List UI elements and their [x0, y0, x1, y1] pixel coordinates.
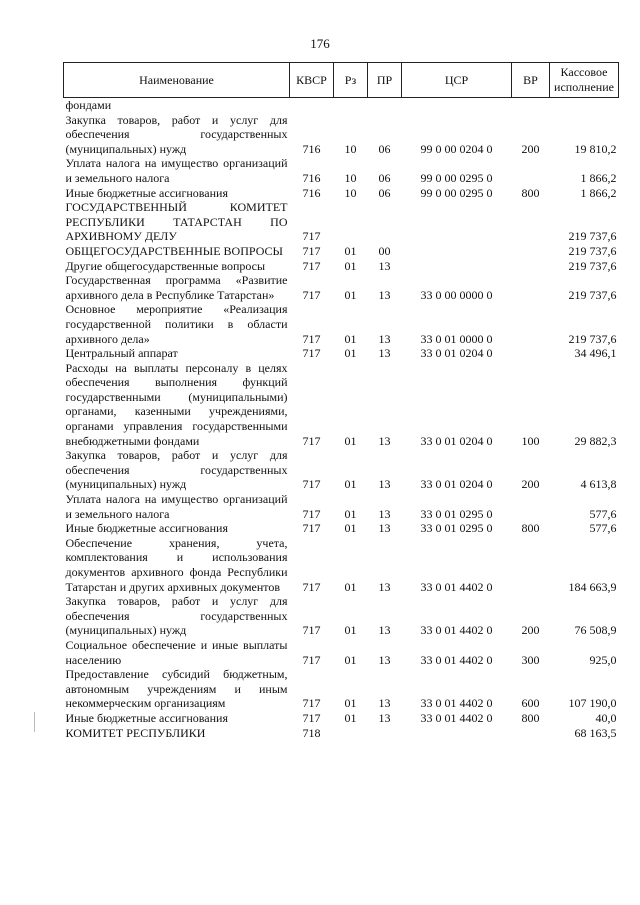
- row-name: ОБЩЕГОСУДАРСТВЕННЫЕ ВОПРОСЫ: [65, 243, 283, 258]
- row-vr: 200: [521, 477, 540, 492]
- row-csr: 99 0 00 0204 0: [420, 141, 493, 156]
- row-vr: [512, 346, 550, 361]
- row-amount: 1 866,2: [580, 170, 617, 185]
- row-csr: 33 0 01 0204 0: [420, 346, 493, 361]
- row-vr: [512, 273, 550, 302]
- table-row: [64, 113, 619, 157]
- row-vr: 800: [521, 521, 540, 536]
- row-kvsr: 716: [302, 141, 321, 156]
- header-amount: Кассовое исполнение: [550, 63, 619, 98]
- row-pr: [368, 726, 402, 741]
- row-kvsr: 717: [302, 258, 321, 273]
- row-csr: [402, 98, 512, 113]
- row-vr: [512, 244, 550, 259]
- row-amount: [550, 98, 619, 113]
- table-row: [64, 536, 619, 594]
- row-amount: 4 613,8: [580, 477, 617, 492]
- row-rz: 01: [344, 710, 357, 725]
- row-vr: [512, 302, 550, 346]
- row-kvsr: 716: [302, 185, 321, 200]
- table-row: [64, 726, 619, 741]
- row-amount: 34 496,1: [574, 346, 617, 361]
- row-rz: 01: [344, 331, 357, 346]
- row-name: Закупка товаров, работ и услуг для обеспечения государственных (муниципальных) нужд: [65, 448, 288, 492]
- row-pr: 06: [378, 170, 391, 185]
- row-pr: 13: [378, 258, 391, 273]
- row-name: ГОСУДАРСТВЕННЫЙ КОМИТЕТ РЕСПУБЛИКИ ТАТАРСТАН ПО АРХИВНОМУ ДЕЛУ: [65, 200, 288, 244]
- row-kvsr: 717: [302, 477, 321, 492]
- row-amount: 1 866,2: [580, 185, 617, 200]
- row-name: Уплата налога на имущество организаций и земельного налога: [65, 156, 288, 185]
- table-row: [64, 156, 619, 185]
- row-rz: 01: [344, 521, 357, 536]
- row-csr: 33 0 01 0204 0: [420, 433, 493, 448]
- row-amount: 68 163,5: [574, 725, 617, 740]
- row-rz: 10: [344, 185, 357, 200]
- page-number: 176: [310, 36, 330, 51]
- row-csr: 33 0 01 4402 0: [420, 696, 493, 711]
- row-name: Обеспечение хранения, учета, комплектования и использования документов архивного фонда Республики Татарстан и других архивных документов: [65, 535, 288, 594]
- header-pr: ПР: [368, 63, 402, 98]
- row-kvsr: 717: [302, 229, 321, 244]
- row-csr: 33 0 01 4402 0: [420, 710, 493, 725]
- header-rz: Рз: [334, 63, 368, 98]
- row-pr: 13: [378, 346, 391, 361]
- row-csr: 99 0 00 0295 0: [420, 185, 493, 200]
- row-name: Расходы на выплаты персоналу в целях обеспечения выполнения функций государственными (муниципальными) органами, казенными учреждениями, органами управления государственными внебюджетными фондами: [65, 360, 288, 448]
- table-row: [64, 638, 619, 667]
- row-amount: 219 737,6: [568, 258, 617, 273]
- table-row: [64, 361, 619, 449]
- row-amount: 76 508,9: [574, 623, 617, 638]
- table-row: [64, 448, 619, 492]
- row-kvsr: 718: [302, 725, 321, 740]
- row-rz: 01: [344, 579, 357, 594]
- row-amount: 219 737,6: [568, 331, 617, 346]
- row-csr: 33 0 01 0295 0: [420, 521, 493, 536]
- row-rz: [334, 726, 368, 741]
- row-pr: 13: [378, 433, 391, 448]
- table-row: [64, 594, 619, 638]
- row-csr: 33 0 01 4402 0: [420, 623, 493, 638]
- row-rz: 01: [344, 652, 357, 667]
- table-row: [64, 521, 619, 536]
- row-name: Иные бюджетные ассигнования: [65, 710, 228, 725]
- row-rz: 01: [344, 346, 357, 361]
- row-kvsr: 716: [302, 170, 321, 185]
- table-row: [64, 711, 619, 726]
- row-name: Закупка товаров, работ и услуг для обеспечения государственных (муниципальных) нужд: [65, 112, 288, 156]
- row-kvsr: [290, 98, 334, 113]
- row-vr: 200: [521, 141, 540, 156]
- row-name: Иные бюджетные ассигнования: [65, 185, 228, 200]
- row-rz: 01: [344, 623, 357, 638]
- row-vr: [512, 156, 550, 185]
- row-amount: 107 190,0: [568, 696, 617, 711]
- row-rz: 01: [344, 243, 357, 258]
- row-rz: 01: [344, 696, 357, 711]
- row-kvsr: 717: [302, 710, 321, 725]
- row-vr: [512, 536, 550, 594]
- row-vr: [512, 259, 550, 274]
- row-vr: [512, 492, 550, 521]
- row-vr: 600: [521, 696, 540, 711]
- row-vr: 800: [521, 710, 540, 725]
- row-amount: 184 663,9: [568, 579, 617, 594]
- table-row: [64, 346, 619, 361]
- row-rz: 01: [344, 433, 357, 448]
- table-row: [64, 186, 619, 201]
- row-pr: 06: [378, 185, 391, 200]
- row-pr: 13: [378, 287, 391, 302]
- row-kvsr: 717: [302, 331, 321, 346]
- row-amount: 29 882,3: [574, 433, 617, 448]
- row-amount: 219 737,6: [568, 229, 617, 244]
- row-kvsr: 717: [302, 652, 321, 667]
- row-name: Другие общегосударственные вопросы: [65, 258, 266, 273]
- row-vr: 200: [521, 623, 540, 638]
- row-pr: 13: [378, 331, 391, 346]
- row-pr: [368, 200, 402, 244]
- row-rz: 01: [344, 506, 357, 521]
- row-csr: [402, 244, 512, 259]
- table-row: [64, 492, 619, 521]
- row-pr: 13: [378, 652, 391, 667]
- row-amount: 925,0: [589, 652, 617, 667]
- row-vr: 800: [521, 185, 540, 200]
- row-pr: 06: [378, 141, 391, 156]
- row-kvsr: 717: [302, 696, 321, 711]
- row-rz: 01: [344, 477, 357, 492]
- table-row: [64, 244, 619, 259]
- row-pr: 13: [378, 696, 391, 711]
- row-csr: 33 0 00 0000 0: [420, 287, 493, 302]
- row-kvsr: 717: [302, 579, 321, 594]
- row-rz: 10: [344, 170, 357, 185]
- row-kvsr: 717: [302, 521, 321, 536]
- row-pr: 13: [378, 477, 391, 492]
- row-vr: [512, 200, 550, 244]
- row-kvsr: 717: [302, 287, 321, 302]
- row-name: Центральный аппарат: [65, 346, 178, 361]
- row-csr: [402, 726, 512, 741]
- row-name: КОМИТЕТ РЕСПУБЛИКИ: [65, 725, 206, 740]
- row-csr: 33 0 01 0295 0: [420, 506, 493, 521]
- row-pr: 13: [378, 506, 391, 521]
- row-amount: 577,6: [589, 506, 617, 521]
- row-amount: 219 737,6: [568, 243, 617, 258]
- table-row: [64, 273, 619, 302]
- row-name: Иные бюджетные ассигнования: [65, 521, 228, 536]
- row-vr: 100: [521, 433, 540, 448]
- row-kvsr: 717: [302, 243, 321, 258]
- table-row: [64, 302, 619, 346]
- row-kvsr: 717: [302, 623, 321, 638]
- header-kvsr: КВСР: [290, 63, 334, 98]
- row-pr: 13: [378, 710, 391, 725]
- row-csr: 33 0 01 0204 0: [420, 477, 493, 492]
- row-rz: [334, 98, 368, 113]
- header-vr: ВР: [512, 63, 550, 98]
- header-csr: ЦСР: [402, 63, 512, 98]
- row-amount: 577,6: [589, 521, 617, 536]
- scan-artifact-line: [34, 712, 35, 732]
- row-name: Предоставление субсидий бюджетным, автономным учреждениям и иным некоммерческим организациям: [65, 667, 288, 711]
- row-name: Государственная программа «Развитие архивного дела в Республике Татарстан»: [65, 273, 288, 302]
- table-row: [64, 667, 619, 711]
- row-pr: 13: [378, 579, 391, 594]
- row-rz: 01: [344, 287, 357, 302]
- row-amount: 19 810,2: [574, 141, 617, 156]
- row-name: Закупка товаров, работ и услуг для обеспечения государственных (муниципальных) нужд: [65, 594, 288, 638]
- table-header-row: [64, 63, 619, 98]
- row-vr: [512, 98, 550, 113]
- row-csr: 99 0 00 0295 0: [420, 170, 493, 185]
- row-csr: 33 0 01 4402 0: [420, 652, 493, 667]
- row-rz: 01: [344, 258, 357, 273]
- row-csr: 33 0 01 4402 0: [420, 579, 493, 594]
- row-amount: 219 737,6: [568, 287, 617, 302]
- row-amount: 40,0: [595, 710, 617, 725]
- row-pr: 13: [378, 521, 391, 536]
- table-row: [64, 98, 619, 113]
- row-csr: 33 0 01 0000 0: [420, 331, 493, 346]
- row-rz: 10: [344, 141, 357, 156]
- row-vr: 300: [521, 652, 540, 667]
- row-csr: [402, 200, 512, 244]
- row-rz: [334, 200, 368, 244]
- row-pr: 13: [378, 623, 391, 638]
- row-name: Социальное обеспечение и иные выплаты населению: [65, 637, 288, 667]
- row-kvsr: 717: [302, 433, 321, 448]
- table-row: [64, 200, 619, 244]
- row-name: Основное мероприятие «Реализация государственной политики в области архивного дела»: [65, 302, 288, 346]
- row-csr: [402, 259, 512, 274]
- row-name: Уплата налога на имущество организаций и земельного налога: [65, 492, 288, 521]
- header-name: Наименование: [64, 63, 290, 98]
- row-name: фондами: [65, 98, 112, 112]
- row-vr: [512, 726, 550, 741]
- table-row: [64, 259, 619, 274]
- row-pr: 00: [378, 243, 391, 258]
- row-kvsr: 717: [302, 506, 321, 521]
- row-kvsr: 717: [302, 346, 321, 361]
- row-pr: [368, 98, 402, 113]
- budget-table: [63, 62, 619, 740]
